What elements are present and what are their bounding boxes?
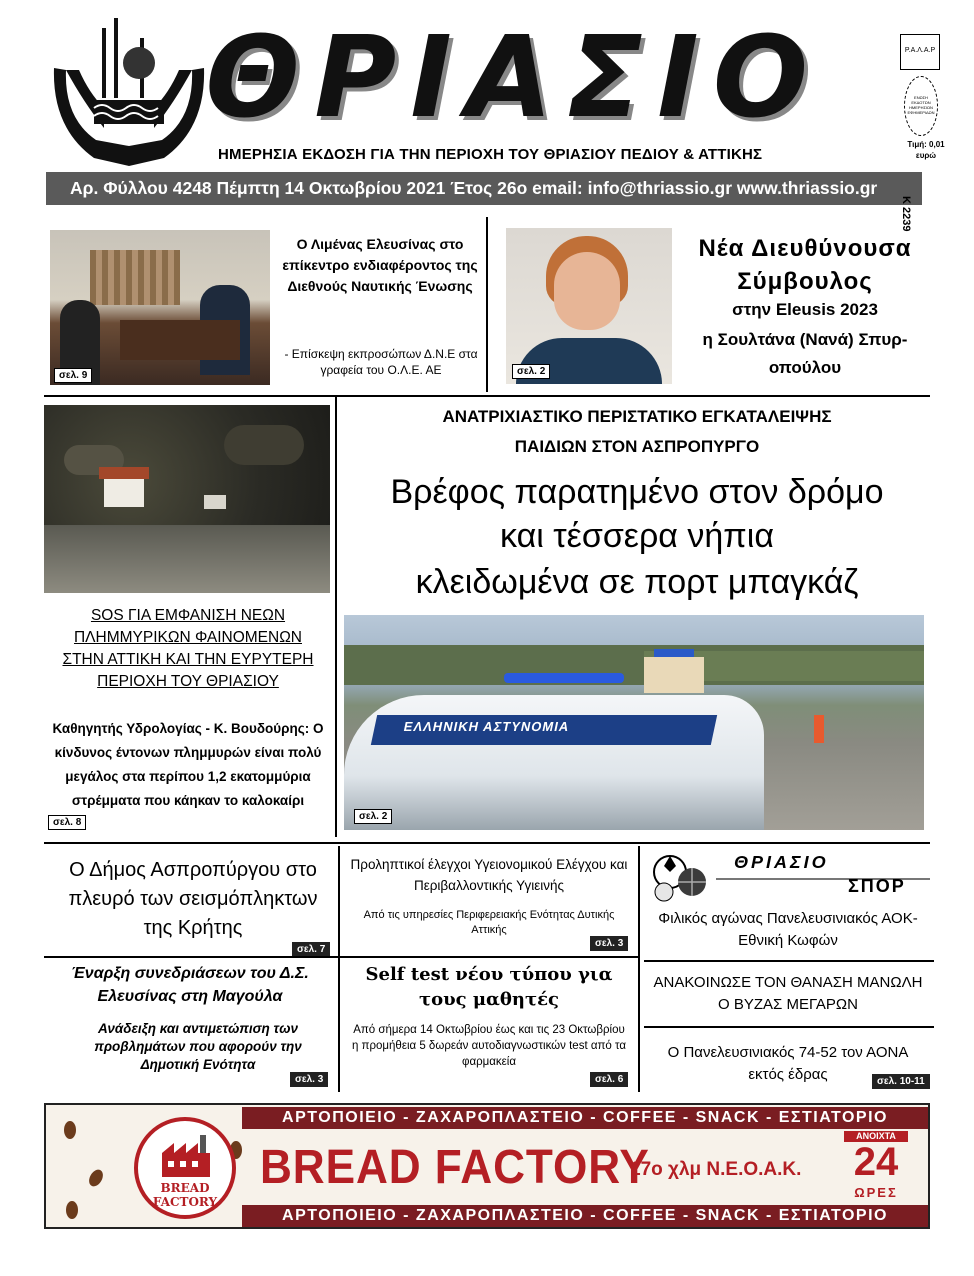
sport-section[interactable] <box>644 846 934 1092</box>
port-headline: Ο Λιμένας Ελευσίνας στο επίκεντρο ενδιαφέροντος της Διεθνούς Ναυτικής Ένωσης <box>282 236 478 294</box>
association-seal-icon <box>900 34 940 70</box>
masthead-subtitle: ΗΜΕΡΗΣΙΑ ΕΚΔΟΣΗ ΓΙΑ ΤΗΝ ΠΕΡΙΟΧΗ ΤΟΥ ΘΡΙΑΣΙΟΥ ΠΕΔΙΟΥ & ΑΤΤΙΚΗΣ <box>218 146 763 163</box>
sport-divider-2 <box>644 1026 934 1028</box>
police-photo <box>344 615 924 830</box>
port-page-tag: σελ. 9 <box>54 368 92 383</box>
sport-logo-top: ΘΡΙΑΣΙΟ <box>734 852 829 872</box>
flood-headline-line: ΣΤΗΝ ΑΤΤΙΚΗ ΚΑΙ ΤΗΝ ΕΥΡΥΤΕΡΗ <box>62 651 314 668</box>
sport-page-tag: σελ. 10-11 <box>872 1074 930 1089</box>
sport-coach: ΑΝΑΚΟΙΝΩΣΕ ΤΟΝ ΘΑΝΑΣΗ ΜΑΝΩΛΗ Ο ΒΥΖΑΣ ΜΕΓΑΡΩΝ <box>653 974 923 1013</box>
issue-banner <box>46 172 922 205</box>
ceo-headline: Νέα Διευθύνουσα Σύμβουλος <box>698 235 912 295</box>
story-selftest[interactable] <box>344 960 634 1092</box>
row2-divider <box>44 842 930 844</box>
main-kicker-line1: ΑΝΑΤΡΙΧΙΑΣΤΙΚΟ ΠΕΡΙΣΤΑΤΙΚΟ ΕΓΚΑΤΑΛΕΙΨΗΣ <box>442 407 832 426</box>
price-label: Τιμή: 0,01 <box>907 140 945 149</box>
sport-logo-bottom: ΣΠΟΡ <box>848 876 906 896</box>
health-underline <box>340 956 638 958</box>
ad-bottom-strip <box>242 1205 928 1227</box>
main-headline-line3: κλειδωμένα σε πορτ μπαγκάζ <box>415 563 859 601</box>
coffee-bean-icon <box>64 1121 76 1139</box>
sport-logo <box>646 848 930 900</box>
masthead <box>0 0 974 232</box>
bread-factory-ad[interactable] <box>44 1103 930 1229</box>
health-headline: Προληπτικοί έλεγχοι Υγειονομικού Ελέγχου και Περιβαλλοντικής Υγιεινής <box>350 857 628 893</box>
council-sub: Ανάδειξη και αντιμετώπιση των προβλημάτων που αφορούν την Δημοτική Ενότητα <box>94 1021 302 1072</box>
ad-hours-label: ΩΡΕΣ <box>854 1185 898 1200</box>
police-car-text: ΕΛΛΗΝΙΚΗ ΑΣΤΥΝΟΜΙΑ <box>402 719 572 734</box>
flood-headline-line: SOS ΓΙΑ ΕΜΦΑΝΙΣΗ ΝΕΩΝ <box>90 607 286 624</box>
flood-page-tag: σελ. 8 <box>48 815 86 830</box>
health-sub: Από τις υπηρεσίες Περιφερειακής Ενότητας Δυτικής Αττικής <box>363 909 615 936</box>
sport-match: Φιλικός αγώνας Πανελευσινιακός ΑΟΚ-Εθνική Κωφών <box>658 910 918 949</box>
column-divider-middle <box>335 397 337 837</box>
coffee-bean-icon <box>86 1167 105 1189</box>
crete-page-tag: σελ. 7 <box>292 942 330 957</box>
port-sub: - Επίσκεψη εκπροσώπων Δ.Ν.Ε στα γραφεία του Ο.Λ.Ε. ΑΕ <box>284 347 478 377</box>
ceo-line2: στην Eleusis 2023 <box>732 300 878 319</box>
story-crete[interactable] <box>44 850 336 956</box>
story-flood[interactable] <box>44 405 332 835</box>
fire-photo <box>44 405 330 593</box>
issue-code: Κ 2239 <box>900 196 912 232</box>
publishers-seal-icon <box>904 76 938 136</box>
story-main[interactable] <box>340 405 934 835</box>
ad-bottom-strip-text: ΑΡΤΟΠΟΙΕΙΟ - ΖΑΧΑΡΟΠΛΑΣΤΕΙΟ - COFFEE - SNACK - ΕΣΤΙΑΤΟΡΙΟ <box>282 1207 888 1224</box>
logo-text-line1: BREAD <box>160 1181 210 1195</box>
publishers-seal-text: ΕΝΩΣΗ ΕΚΔΟΤΩΝ ΗΜΕΡΗΣΙΩΝ ΕΦΗΜΕΡΙΔΩΝ <box>907 95 935 115</box>
flood-headline-line: ΠΕΡΙΟΧΗ ΤΟΥ ΘΡΙΑΣΙΟΥ <box>97 673 279 690</box>
factory-icon <box>156 1135 216 1179</box>
row1-divider <box>44 395 930 397</box>
ceo-page-tag: σελ. 2 <box>512 364 550 379</box>
story-port[interactable] <box>48 228 484 388</box>
ad-location: 17ο χλμ Ν.Ε.Ο.Α.Κ. <box>630 1159 802 1180</box>
story-health[interactable] <box>344 850 634 954</box>
story-ceo[interactable] <box>506 228 946 388</box>
ceo-line3: η Σουλτάνα (Νανά) Σπυρ- <box>702 330 908 349</box>
ad-top-strip <box>242 1107 928 1129</box>
council-headline: Έναρξη συνεδριάσεων του Δ.Σ. Ελευσίνας στη Μαγούλα <box>71 965 309 1005</box>
price-unit: ευρώ <box>915 151 937 160</box>
issue-line: Αρ. Φύλλου 4248 Πέμπτη 14 Οκτωβρίου 2021 Έτος 26ο email: info@thriassio.gr www.thriassio.gr <box>70 178 878 198</box>
ad-hours: 24 <box>853 1140 899 1184</box>
selftest-headline: Self test νέου τύπου για τους μαθητές <box>365 964 613 1010</box>
masthead-logo-hands-icon <box>44 8 214 173</box>
association-seal-text: Ρ.Α.Λ.Α.Ρ <box>904 47 936 54</box>
port-photo <box>50 230 270 385</box>
council-page-tag: σελ. 3 <box>290 1072 328 1087</box>
column-divider-bottom-left <box>338 846 340 1092</box>
column-divider-bottom-right <box>638 846 640 1092</box>
selftest-page-tag: σελ. 6 <box>590 1072 628 1087</box>
ceo-photo <box>506 228 672 384</box>
main-headline-line2: και τέσσερα νήπια <box>500 517 774 555</box>
ad-top-strip-text: ΑΡΤΟΠΟΙΕΙΟ - ΖΑΧΑΡΟΠΛΑΣΤΕΙΟ - COFFEE - SNACK - ΕΣΤΙΑΤΟΡΙΟ <box>282 1109 888 1126</box>
main-headline-line1: Βρέφος παρατημένο στον δρόμο <box>390 473 884 511</box>
story-council[interactable] <box>44 960 336 1092</box>
ad-brand: BREAD FACTORY <box>260 1141 650 1194</box>
health-page-tag: σελ. 3 <box>590 936 628 951</box>
selftest-sub: Από σήμερα 14 Οκτωβρίου έως και τις 23 Οκτωβρίου η προμήθεια 5 δωρεάν αυτοδιαγνωστικών test από τα φαρμακεία <box>351 1024 627 1068</box>
flood-body: Καθηγητής Υδρολογίας - Κ. Βουδούρης: Ο κίνδυνος έντονων πλημμυρών είναι πολύ μεγάλος στα περίπου 1,2 εκατομμύρια στρέμματα που κάηκαν το καλοκαίρι <box>52 721 324 808</box>
crete-underline <box>44 956 338 958</box>
masthead-title: ΘΡΙΑΣΙΟ <box>205 13 823 143</box>
sport-score: Ο Πανελευσινιακός 74-52 τον ΑΟΝΑ εκτός έδρας <box>667 1044 909 1083</box>
sport-balls-icon <box>648 848 710 902</box>
main-kicker-line2: ΠΑΙΔΙΩΝ ΣΤΟΝ ΑΣΠΡΟΠΥΡΓΟ <box>514 437 760 456</box>
ceo-line4: οπούλου <box>768 358 842 377</box>
bread-factory-logo <box>134 1117 236 1219</box>
ad-open-label: ΑΝΟΙΧΤΑ <box>844 1131 908 1142</box>
sport-divider-1 <box>644 960 934 962</box>
coffee-bean-icon <box>66 1201 78 1219</box>
flood-headline-line: ΠΛΗΜΜΥΡΙΚΩΝ ΦΑΙΝΟΜΕΝΩΝ <box>73 629 302 646</box>
crete-headline: Ο Δήμος Ασπροπύργου στο πλευρό των σεισμόπληκτων της Κρήτης <box>68 859 318 939</box>
flood-headline <box>44 605 332 693</box>
column-divider-top <box>486 217 488 392</box>
main-page-tag: σελ. 2 <box>354 809 392 824</box>
logo-text-line2: FACTORY <box>152 1195 218 1209</box>
